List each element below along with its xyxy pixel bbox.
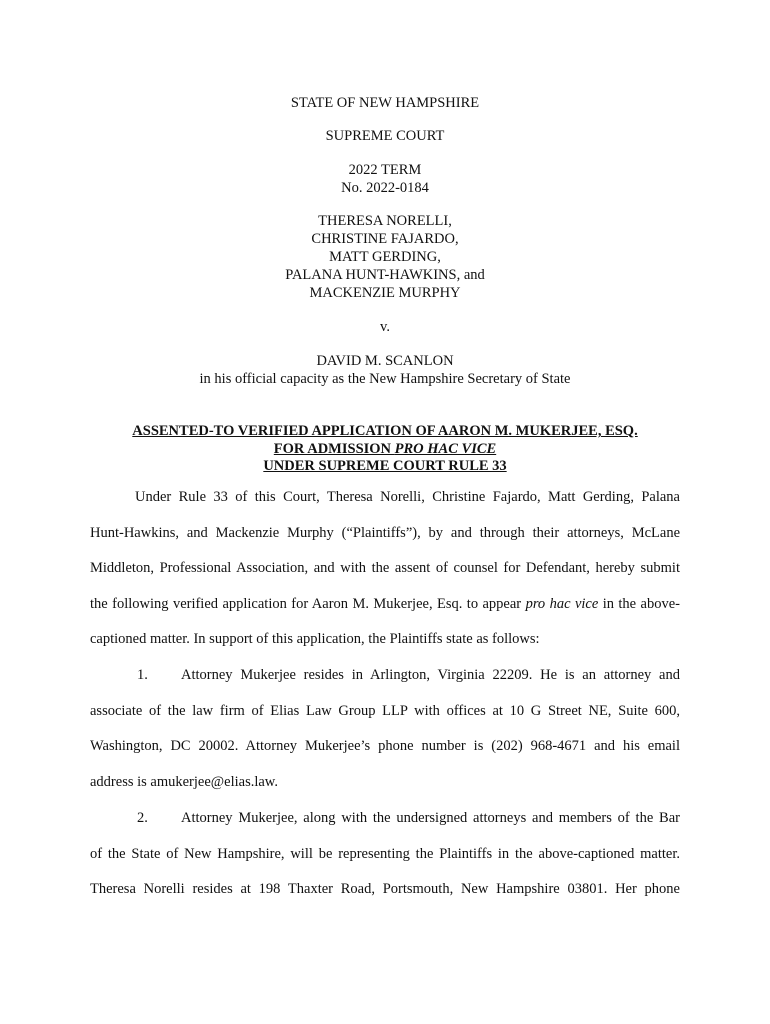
docket-number: No. 2022-0184: [341, 180, 429, 196]
paragraph-2: [90, 801, 680, 908]
plaintiff-name: CHRISTINE FAJARDO,: [311, 231, 459, 247]
intro-line: Hunt-Hawkins, and Mackenzie Murphy (“Plaintiffs”), by and through their attorneys, McLane: [90, 524, 680, 541]
document-title: [0, 423, 770, 476]
paragraph-line: associate of the law firm of Elias Law Group LLP with offices at 10 G Street NE, Suite 600,: [90, 702, 680, 719]
plaintiff-name: PALANA HUNT-HAWKINS, and: [285, 267, 485, 283]
title-italic: PRO HAC VICE: [394, 440, 497, 457]
versus: v.: [380, 319, 390, 335]
caption-term: [0, 161, 770, 197]
defendant-capacity: in his official capacity as the New Hampshire Secretary of State: [199, 371, 571, 387]
paragraph-line: address is amukerjee@elias.law.: [90, 773, 278, 790]
paragraph-1: [90, 658, 680, 800]
court-name: SUPREME COURT: [325, 128, 445, 144]
intro-line: the following verified application for Aaron M. Mukerjee, Esq. to appear pro hac vice in the above-: [90, 595, 680, 612]
plaintiffs-block: [0, 212, 770, 302]
term: 2022 TERM: [348, 162, 422, 178]
plaintiff-name: THERESA NORELLI,: [318, 213, 452, 229]
intro-line: Middleton, Professional Association, and with the assent of counsel for Defendant, hereby submit: [90, 560, 680, 577]
paragraph-first-line: 2. Attorney Mukerjee, along with the undersigned attorneys and members of the Bar: [90, 801, 680, 837]
title-line-2: FOR ADMISSION PRO HAC VICE: [273, 440, 497, 457]
paragraph-line: of the State of New Hampshire, will be representing the Plaintiffs in the above-captioned matter.: [90, 845, 680, 862]
paragraph-line: Washington, DC 20002. Attorney Mukerjee’s phone number is (202) 968-4671 and his email: [90, 738, 680, 755]
paragraph-number: 2.: [137, 810, 148, 826]
defendant-block: [0, 352, 770, 388]
intro-line: Under Rule 33 of this Court, Theresa Norelli, Christine Fajardo, Matt Gerding, Palana: [135, 489, 680, 505]
caption-court: [0, 127, 770, 145]
paragraph-line: Theresa Norelli resides at 198 Thaxter Road, Portsmouth, New Hampshire 03801. Her phone: [90, 881, 680, 898]
paragraph-number: 1.: [137, 667, 148, 683]
plaintiff-name: MACKENZIE MURPHY: [309, 285, 461, 301]
intro-paragraph: [90, 480, 680, 658]
paragraph-first-line: 1. Attorney Mukerjee resides in Arlington, Virginia 22209. He is an attorney and: [90, 658, 680, 694]
caption-state: [0, 94, 770, 112]
title-line-3: UNDER SUPREME COURT RULE 33: [263, 458, 507, 474]
intro-line: captioned matter. In support of this application, the Plaintiffs state as follows:: [90, 631, 540, 648]
defendant-name: DAVID M. SCANLON: [316, 353, 454, 369]
state-name: STATE OF NEW HAMPSHIRE: [290, 95, 480, 111]
title-line-1: ASSENTED-TO VERIFIED APPLICATION OF AARON M. MUKERJEE, ESQ.: [132, 423, 638, 439]
plaintiff-name: MATT GERDING,: [329, 249, 441, 265]
